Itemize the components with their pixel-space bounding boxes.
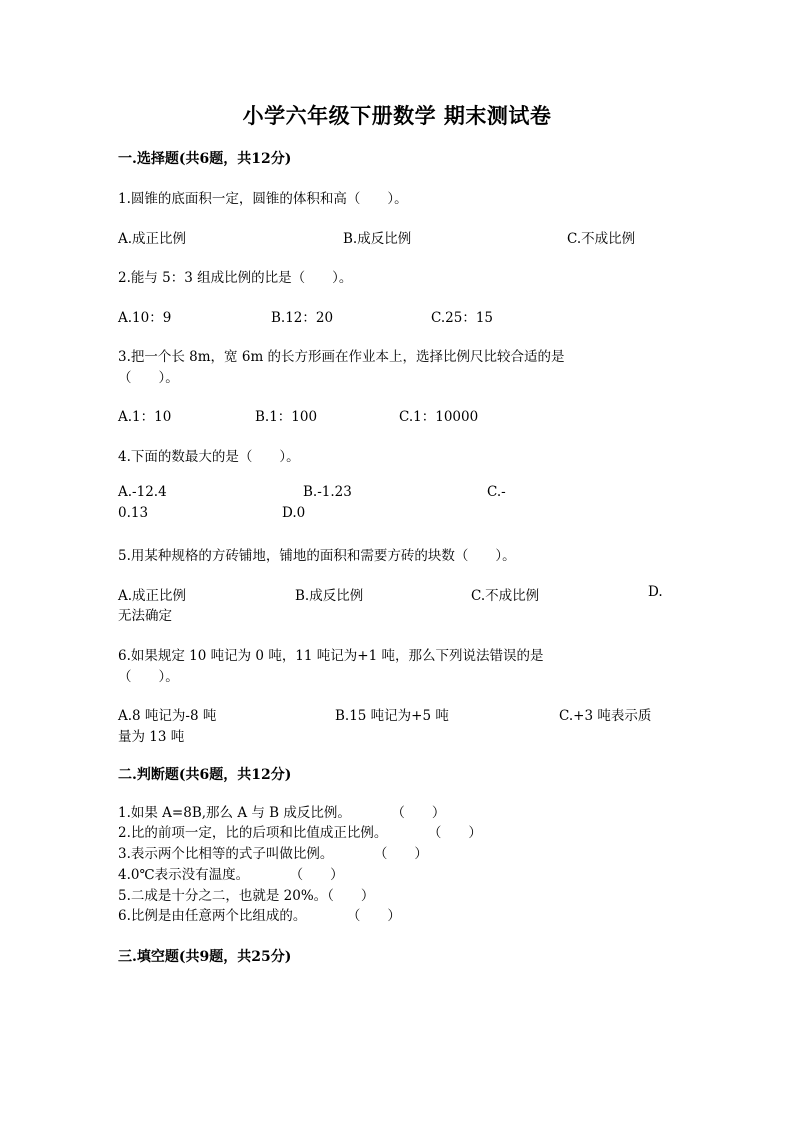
section-heading-choice: 一.选择题(共6题，共12分) bbox=[118, 151, 292, 167]
q4-option-c-part2: 0.13 bbox=[118, 505, 149, 521]
q1-option-a: A.成正比例 bbox=[118, 231, 187, 247]
question-2: 2.能与 5：3 组成比例的比是（ ）。 bbox=[118, 270, 353, 286]
q1-option-c: C.不成比例 bbox=[567, 231, 636, 247]
q4-option-a: A.-12.4 bbox=[118, 484, 167, 500]
q2-option-c: C.25：15 bbox=[431, 310, 493, 326]
q2-option-a: A.10：9 bbox=[118, 310, 172, 326]
q3-option-a: A.1：10 bbox=[118, 409, 172, 425]
q4-option-b: B.-1.23 bbox=[303, 484, 352, 500]
section-heading-fill-blank: 三.填空题(共9题，共25分) bbox=[118, 949, 292, 965]
q6-option-c-part2: 量为 13 吨 bbox=[118, 729, 185, 745]
q1-option-b: B.成反比例 bbox=[343, 231, 412, 247]
page-title: 小学六年级下册数学 期末测试卷 bbox=[242, 103, 552, 128]
q5-option-a: A.成正比例 bbox=[118, 588, 187, 604]
judgement-item-1: 1.如果 A=8B,那么 A 与 B 成反比例。 （ ） bbox=[118, 805, 446, 821]
judgement-item-3: 3.表示两个比相等的式子叫做比例。 （ ） bbox=[118, 846, 428, 862]
section-heading-judgement: 二.判断题(共6题，共12分) bbox=[118, 767, 292, 783]
question-5: 5.用某种规格的方砖铺地，铺地的面积和需要方砖的块数（ ）。 bbox=[118, 548, 516, 564]
question-6-line1: 6.如果规定 10 吨记为 0 吨，11 吨记为+1 吨，那么下列说法错误的是 bbox=[118, 648, 544, 664]
q6-option-a: A.8 吨记为-8 吨 bbox=[118, 708, 217, 724]
q5-option-b: B.成反比例 bbox=[295, 588, 364, 604]
question-4: 4.下面的数最大的是（ ）。 bbox=[118, 449, 300, 465]
q3-option-b: B.1：100 bbox=[255, 409, 318, 425]
question-6-line2: （ ）。 bbox=[118, 669, 179, 685]
question-3-line1: 3.把一个长 8m，宽 6m 的长方形画在作业本上，选择比例尺比较合适的是 bbox=[118, 349, 565, 365]
q2-option-b: B.12：20 bbox=[271, 310, 334, 326]
q3-option-c: C.1：10000 bbox=[399, 409, 479, 425]
q4-option-c-part1: C.- bbox=[487, 484, 506, 500]
q5-option-d-part2: 无法确定 bbox=[118, 608, 172, 624]
q6-option-c-part1: C.+3 吨表示质 bbox=[559, 708, 652, 724]
q4-option-d: D.0 bbox=[282, 505, 306, 521]
judgement-item-2: 2.比的前项一定，比的后项和比值成正比例。 （ ） bbox=[118, 825, 482, 841]
q5-option-c: C.不成比例 bbox=[471, 588, 540, 604]
judgement-item-6: 6.比例是由任意两个比组成的。 （ ） bbox=[118, 908, 401, 924]
q5-option-d-part1: D. bbox=[648, 584, 663, 600]
judgement-item-4: 4.0℃表示没有温度。 （ ） bbox=[118, 867, 344, 883]
judgement-item-5: 5.二成是十分之二，也就是 20%。（ ） bbox=[118, 888, 375, 904]
q6-option-b: B.15 吨记为+5 吨 bbox=[335, 708, 449, 724]
question-1: 1.圆锥的底面积一定，圆锥的体积和高（ ）。 bbox=[118, 191, 408, 207]
question-3-line2: （ ）。 bbox=[118, 370, 179, 386]
